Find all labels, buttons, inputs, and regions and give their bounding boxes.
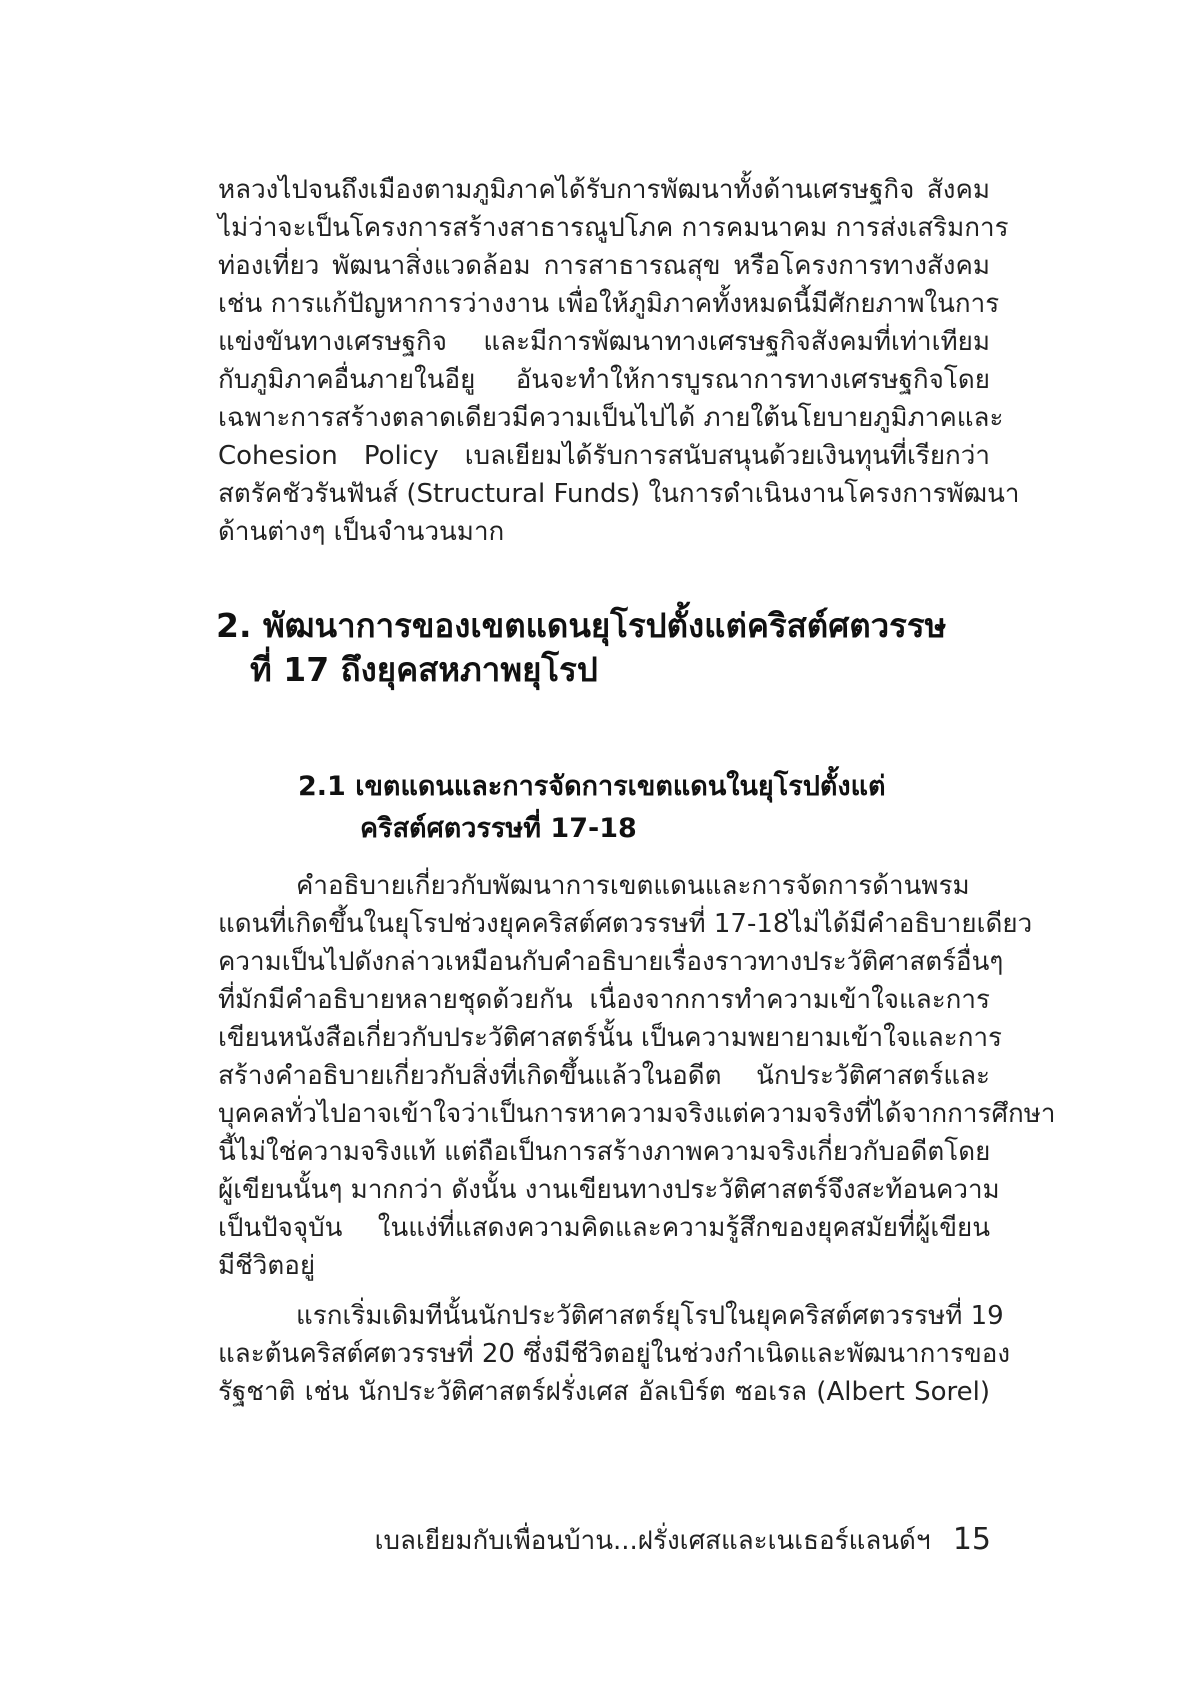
text-line: แรกเริ่มเดิมทีนั้นนักประวัติศาสตร์ยุโรปในยุคคริสต์ศตวรรษที่ 19 <box>296 1301 1004 1331</box>
text-line: สตรัคชัวรันฟันส์ (Structural Funds) ในการดำเนินงานโครงการพัฒนา <box>218 479 1020 509</box>
text-line: ไม่ว่าจะเป็นโครงการสร้างสาธารณูปโภค การคมนาคม การส่งเสริมการ <box>218 213 1009 243</box>
text-line: แข่งขันทางเศรษฐกิจ และมีการพัฒนาทางเศรษฐกิจสังคมที่เท่าเทียม <box>218 327 990 357</box>
text-line: ด้านต่างๆ เป็นจำนวนมาก <box>218 517 505 547</box>
page-number: 15 <box>952 1522 991 1557</box>
text-line: ท่องเที่ยว พัฒนาสิ่งแวดล้อม การสาธารณสุข หรือโครงการทางสังคม <box>218 251 990 281</box>
text-line: คำอธิบายเกี่ยวกับพัฒนาการเขตแดนและการจัดการด้านพรม <box>296 871 970 901</box>
section-2-1-heading-line-2: คริสต์ศตวรรษที่ 17-18 <box>360 813 637 844</box>
text-line: สร้างคำอธิบายเกี่ยวกับสิ่งที่เกิดขึ้นแล้วในอดีต นักประวัติศาสตร์และ <box>218 1061 990 1091</box>
section-2-heading-line-1: 2. พัฒนาการของเขตแดนยุโรปตั้งแต่คริสต์ศตวรรษ <box>216 606 947 645</box>
text-line: เขียนหนังสือเกี่ยวกับประวัติศาสตร์นั้น เป็นความพยายามเข้าใจและการ <box>218 1023 1003 1053</box>
text-line: มีชีวิตอยู่ <box>218 1251 316 1281</box>
text-line: ที่มักมีคำอธิบายหลายชุดด้วยกัน เนื่องจากการทำความเข้าใจและการ <box>218 985 990 1015</box>
text-line: ความเป็นไปดังกล่าวเหมือนกับคำอธิบายเรื่องราวทางประวัติศาสตร์อื่นๆ <box>218 947 1004 977</box>
text-line: บุคคลทั่วไปอาจเข้าใจว่าเป็นการหาความจริงแต่ความจริงที่ได้จากการศึกษา <box>218 1099 1056 1129</box>
text-line: ผู้เขียนนั้นๆ มากกว่า ดังนั้น งานเขียนทางประวัติศาสตร์จึงสะท้อนความ <box>218 1175 1000 1205</box>
page-footer <box>375 1520 991 1561</box>
section-2-1-heading-line-1: 2.1 เขตแดนและการจัดการเขตแดนในยุโรปตั้งแต่ <box>298 771 886 802</box>
text-line: กับภูมิภาคอื่นภายในอียู อันจะทำให้การบูรณาการทางเศรษฐกิจโดย <box>218 365 990 395</box>
text-line: แดนที่เกิดขึ้นในยุโรปช่วงยุคคริสต์ศตวรรษที่ 17-18ไม่ได้มีคำอธิบายเดียว <box>218 909 1033 939</box>
text-line: เฉพาะการสร้างตลาดเดียวมีความเป็นไปได้ ภายใต้นโยบายภูมิภาคและ <box>218 403 1004 433</box>
text-line: นี้ไม่ใช่ความจริงแท้ แต่ถือเป็นการสร้างภาพความจริงเกี่ยวกับอดีตโดย <box>218 1137 991 1167</box>
text-line: เช่น การแก้ปัญหาการว่างงาน เพื่อให้ภูมิภาคทั้งหมดนี้มีศักยภาพในการ <box>218 289 1000 319</box>
text-line: และต้นคริสต์ศตวรรษที่ 20 ซึ่งมีชีวิตอยู่ในช่วงกำเนิดและพัฒนาการของ <box>218 1339 1011 1369</box>
running-footer-title: เบลเยียมกับเพื่อนบ้าน...ฝรั่งเศสและเนเธอร์แลนด์ฯ <box>374 1526 931 1556</box>
text-line: รัฐชาติ เช่น นักประวัติศาสตร์ฝรั่งเศส อัลเบิร์ต ซอเรล (Albert Sorel) <box>218 1377 990 1407</box>
text-line: Cohesion Policy เบลเยียมได้รับการสนับสนุนด้วยเงินทุนที่เรียกว่า <box>218 441 990 471</box>
text-line: หลวงไปจนถึงเมืองตามภูมิภาคได้รับการพัฒนาทั้งด้านเศรษฐกิจ สังคม <box>218 175 990 205</box>
text-line: เป็นปัจจุบัน ในแง่ที่แสดงความคิดและความรู้สึกของยุคสมัยที่ผู้เขียน <box>218 1213 990 1243</box>
section-2-heading-line-2: ที่ 17 ถึงยุคสหภาพยุโรป <box>250 650 598 689</box>
